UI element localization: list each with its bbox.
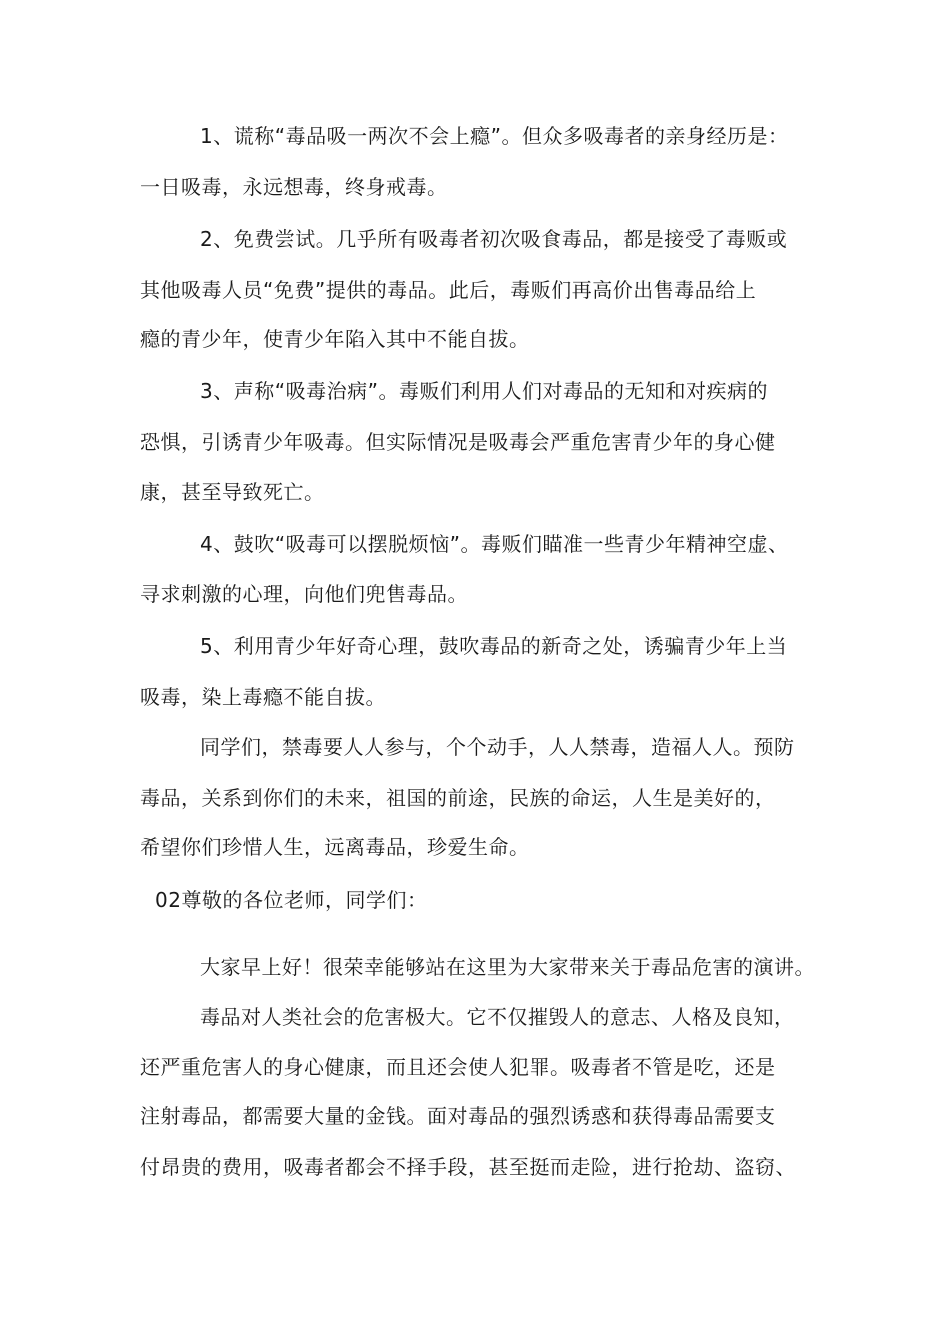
paragraph-line: 毒品，关系到你们的未来，祖国的前途，民族的命运，人生是美好的， xyxy=(140,786,776,810)
paragraph-line: 2、免费尝试。几乎所有吸毒者初次吸食毒品，都是接受了毒贩或 xyxy=(200,227,788,251)
paragraph-line: 5、利用青少年好奇心理，鼓吹毒品的新奇之处，诱骗青少年上当 xyxy=(200,634,788,658)
paragraph-line: 还严重危害人的身心健康，而且还会使人犯罪。吸毒者不管是吃，还是 xyxy=(140,1055,776,1079)
section-heading: 02尊敬的各位老师，同学们： xyxy=(155,888,428,912)
paragraph-line: 恐惧，引诱青少年吸毒。但实际情况是吸毒会严重危害青少年的身心健 xyxy=(140,430,776,454)
paragraph-line: 寻求刺激的心理，向他们兜售毒品。 xyxy=(140,582,468,606)
paragraph-line: 瘾的青少年，使青少年陷入其中不能自拔。 xyxy=(140,327,530,351)
paragraph-line: 3、声称“吸毒治病”。毒贩们利用人们对毒品的无知和对疾病的 xyxy=(200,379,768,403)
paragraph-line: 毒品对人类社会的危害极大。它不仅摧毁人的意志、人格及良知， xyxy=(200,1005,795,1029)
paragraph-line: 一日吸毒，永远想毒，终身戒毒。 xyxy=(140,175,448,199)
paragraph-line: 4、鼓吹“吸毒可以摆脱烦恼”。毒贩们瞄准一些青少年精神空虚、 xyxy=(200,532,789,556)
paragraph-line: 同学们，禁毒要人人参与，个个动手，人人禁毒，造福人人。预防 xyxy=(200,735,795,759)
paragraph-line: 注射毒品，都需要大量的金钱。面对毒品的强烈诱惑和获得毒品需要支 xyxy=(140,1104,776,1128)
paragraph-line: 吸毒，染上毒瘾不能自拔。 xyxy=(140,685,386,709)
paragraph-line: 付昂贵的费用，吸毒者都会不择手段，甚至挺而走险，进行抢劫、盗窃、 xyxy=(140,1155,796,1179)
paragraph-line: 康，甚至导致死亡。 xyxy=(140,480,325,504)
paragraph-line: 大家早上好！很荣幸能够站在这里为大家带来关于毒品危害的演讲。 xyxy=(200,955,815,979)
paragraph-line: 希望你们珍惜人生，远离毒品，珍爱生命。 xyxy=(140,835,530,859)
paragraph-line: 其他吸毒人员“免费”提供的毒品。此后，毒贩们再高价出售毒品给上 xyxy=(140,278,757,302)
paragraph-line: 1、谎称“毒品吸一两次不会上瘾”。但众多吸毒者的亲身经历是： xyxy=(200,124,789,148)
